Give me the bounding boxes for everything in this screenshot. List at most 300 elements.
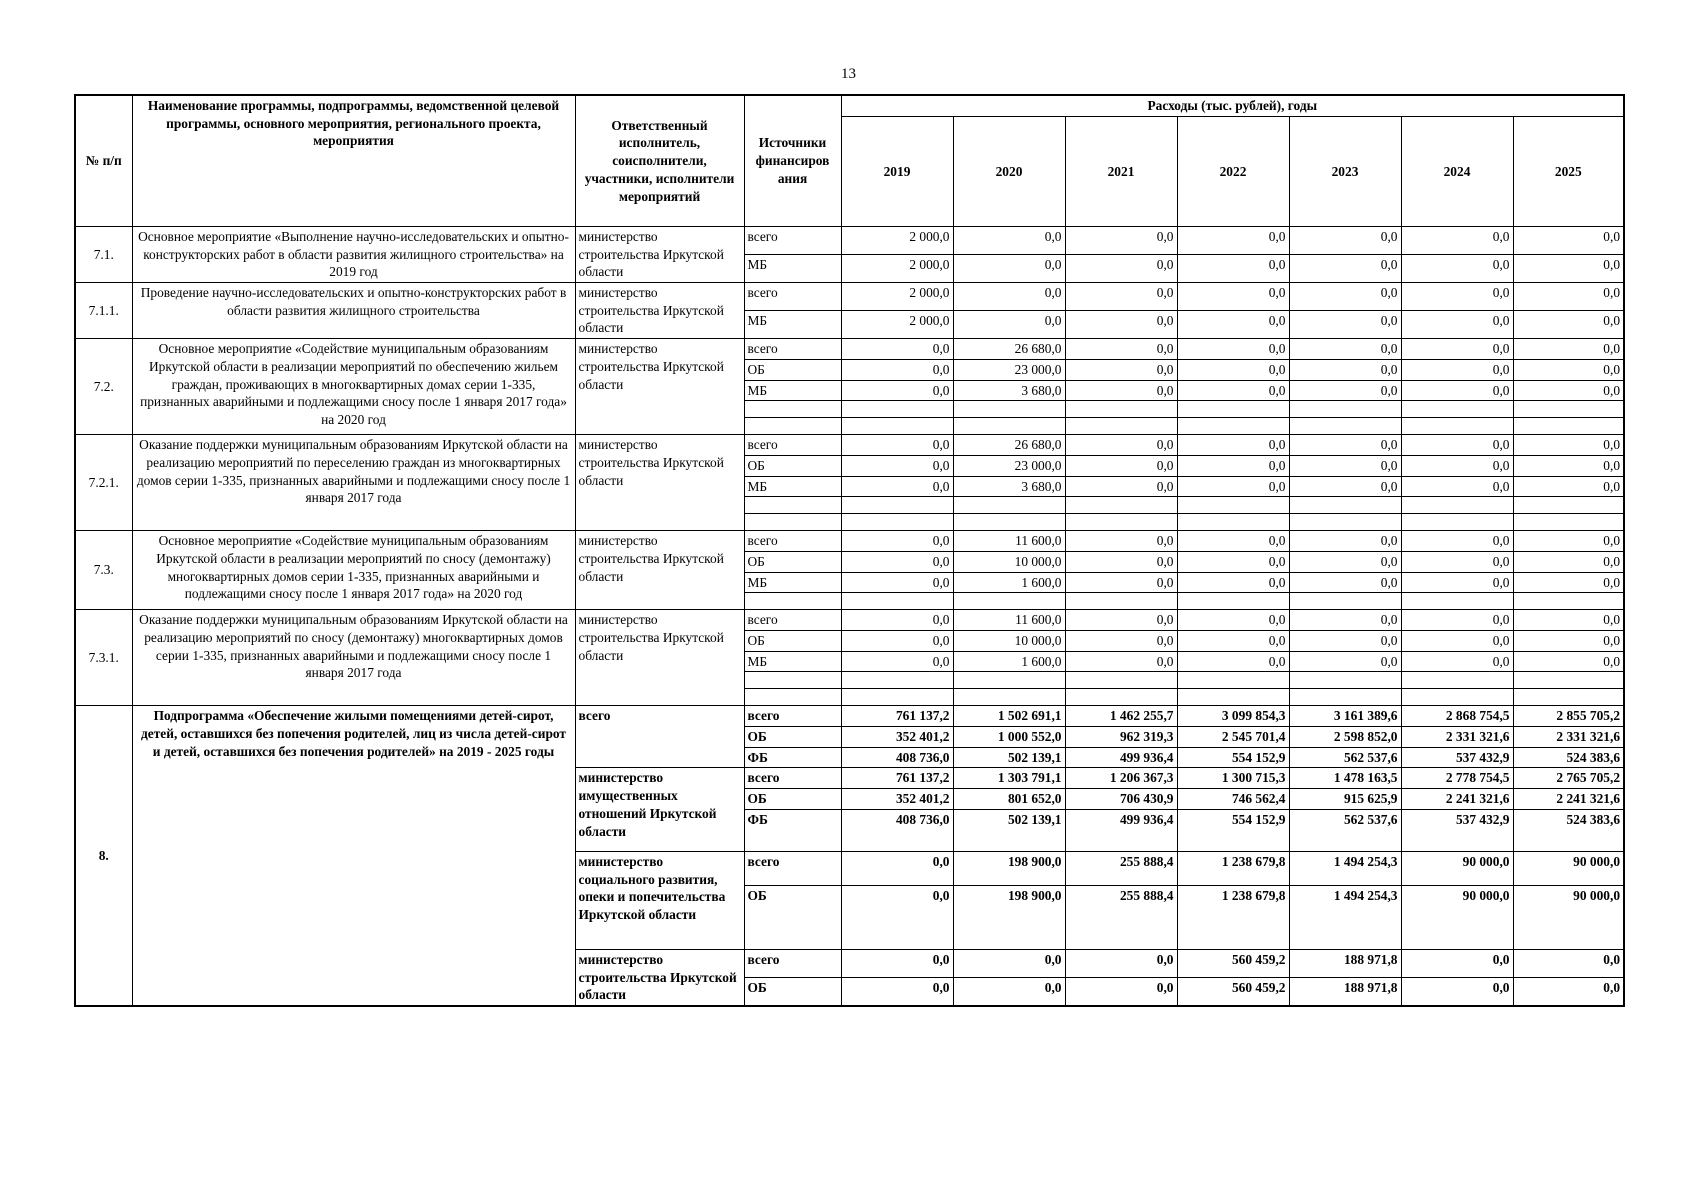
spacer-cell <box>1065 514 1177 531</box>
spacer-cell <box>1401 672 1513 689</box>
row-value: 0,0 <box>1065 455 1177 476</box>
spacer-cell <box>1401 401 1513 418</box>
row-value: 554 152,9 <box>1177 747 1289 768</box>
row-value: 26 680,0 <box>953 339 1065 360</box>
page-number: 13 <box>841 66 856 82</box>
row-value: 0,0 <box>1401 283 1513 311</box>
row-value: 0,0 <box>841 455 953 476</box>
row-value: 0,0 <box>1401 359 1513 380</box>
table-row <box>75 227 1624 255</box>
row-value: 1 600,0 <box>953 651 1065 672</box>
row-value: 0,0 <box>1065 380 1177 401</box>
row-value: 0,0 <box>1065 255 1177 283</box>
row-source: ОБ <box>744 789 841 810</box>
row-value: 255 888,4 <box>1065 885 1177 949</box>
spacer-cell <box>1289 514 1401 531</box>
spacer-cell <box>744 497 841 514</box>
spacer-cell <box>1289 497 1401 514</box>
row-executor: министерство строительства Иркутской области <box>575 227 744 283</box>
row-value: 10 000,0 <box>953 631 1065 652</box>
row-value: 1 462 255,7 <box>1065 706 1177 727</box>
row-value: 0,0 <box>1513 531 1624 552</box>
row-value: 0,0 <box>841 359 953 380</box>
header-expenses: Расходы (тыс. рублей), годы <box>841 95 1624 117</box>
row-value: 2 000,0 <box>841 311 953 339</box>
row-value: 0,0 <box>1177 631 1289 652</box>
row-value: 188 971,8 <box>1289 949 1401 977</box>
row-value: 2 000,0 <box>841 227 953 255</box>
row-value: 2 545 701,4 <box>1177 727 1289 748</box>
spacer-cell <box>1177 689 1289 706</box>
row-source: ОБ <box>744 727 841 748</box>
header-source: Источники финансиров ания <box>744 95 841 227</box>
row-value: 1 238 679,8 <box>1177 851 1289 885</box>
row-value: 1 478 163,5 <box>1289 768 1401 789</box>
header-year: 2023 <box>1289 117 1401 227</box>
row-value: 0,0 <box>1065 610 1177 631</box>
table-row <box>75 531 1624 552</box>
row-value: 0,0 <box>1513 255 1624 283</box>
row-value: 0,0 <box>841 380 953 401</box>
row-value: 0,0 <box>1513 311 1624 339</box>
row-value: 746 562,4 <box>1177 789 1289 810</box>
row-value: 1 206 367,3 <box>1065 768 1177 789</box>
row-source: МБ <box>744 380 841 401</box>
row-value: 0,0 <box>1065 531 1177 552</box>
row-value: 0,0 <box>841 551 953 572</box>
row-value: 0,0 <box>1065 651 1177 672</box>
row-value: 352 401,2 <box>841 727 953 748</box>
row-value: 0,0 <box>1065 631 1177 652</box>
row-value: 0,0 <box>841 572 953 593</box>
row-number: 7.3. <box>75 531 132 610</box>
row-value: 2 778 754,5 <box>1401 768 1513 789</box>
row-source: ФБ <box>744 809 841 851</box>
row-value: 0,0 <box>1289 339 1401 360</box>
header-year: 2024 <box>1401 117 1513 227</box>
row-value: 0,0 <box>841 885 953 949</box>
row-value: 537 432,9 <box>1401 747 1513 768</box>
row-value: 0,0 <box>1065 949 1177 977</box>
row-value: 0,0 <box>1513 949 1624 977</box>
row-value: 0,0 <box>1513 977 1624 1006</box>
row-value: 11 600,0 <box>953 531 1065 552</box>
row-value: 554 152,9 <box>1177 809 1289 851</box>
row-value: 0,0 <box>953 949 1065 977</box>
row-value: 10 000,0 <box>953 551 1065 572</box>
row-value: 90 000,0 <box>1513 851 1624 885</box>
row-value: 2 855 705,2 <box>1513 706 1624 727</box>
row-value: 0,0 <box>1513 227 1624 255</box>
row-source: МБ <box>744 651 841 672</box>
spacer-cell <box>1177 514 1289 531</box>
table-body <box>75 227 1624 1006</box>
spacer-cell <box>1401 514 1513 531</box>
row-value: 0,0 <box>1513 610 1624 631</box>
row-value: 3 161 389,6 <box>1289 706 1401 727</box>
row-value: 0,0 <box>1289 551 1401 572</box>
spacer-cell <box>953 497 1065 514</box>
row-value: 90 000,0 <box>1401 885 1513 949</box>
section-executor: министерство строительства Иркутской области <box>575 949 744 1006</box>
spacer-cell <box>1065 401 1177 418</box>
row-value: 0,0 <box>1065 551 1177 572</box>
row-value: 0,0 <box>1177 380 1289 401</box>
spacer-cell <box>841 514 953 531</box>
row-value: 0,0 <box>1401 227 1513 255</box>
row-value: 0,0 <box>1289 435 1401 456</box>
spacer-cell <box>744 689 841 706</box>
spacer-cell <box>953 418 1065 435</box>
spacer-cell <box>1177 497 1289 514</box>
row-value: 1 600,0 <box>953 572 1065 593</box>
spacer-cell <box>1401 593 1513 610</box>
row-value: 0,0 <box>1289 476 1401 497</box>
row-source: всего <box>744 851 841 885</box>
row-value: 0,0 <box>1513 380 1624 401</box>
row-value: 0,0 <box>1177 572 1289 593</box>
spacer-cell <box>1513 401 1624 418</box>
row-value: 0,0 <box>841 631 953 652</box>
row-value: 352 401,2 <box>841 789 953 810</box>
row-value: 23 000,0 <box>953 359 1065 380</box>
row-value: 0,0 <box>1065 359 1177 380</box>
row-value: 0,0 <box>953 311 1065 339</box>
row-source: ФБ <box>744 747 841 768</box>
section-executor: министерство имущественных отношений Иркутской области <box>575 768 744 851</box>
spacer-cell <box>953 672 1065 689</box>
row-source: всего <box>744 339 841 360</box>
row-name: Основное мероприятие «Выполнение научно-исследовательских и опытно-конструкторских работ в области развития жилищного строительства» на 2019 год <box>132 227 575 283</box>
row-source: ОБ <box>744 359 841 380</box>
row-value: 0,0 <box>1401 531 1513 552</box>
section-executor: министерство социального развития, опеки и попечительства Иркутской области <box>575 851 744 949</box>
header-year: 2022 <box>1177 117 1289 227</box>
spacer-cell <box>1177 672 1289 689</box>
row-value: 0,0 <box>1401 380 1513 401</box>
row-source: всего <box>744 531 841 552</box>
row-value: 0,0 <box>1513 435 1624 456</box>
spacer-cell <box>744 418 841 435</box>
row-value: 0,0 <box>1401 435 1513 456</box>
budget-table <box>74 94 1625 1007</box>
spacer-cell <box>1065 593 1177 610</box>
row-value: 0,0 <box>1177 311 1289 339</box>
spacer-cell <box>841 497 953 514</box>
row-value: 0,0 <box>1401 455 1513 476</box>
row-value: 90 000,0 <box>1401 851 1513 885</box>
row-value: 0,0 <box>1065 977 1177 1006</box>
row-value: 90 000,0 <box>1513 885 1624 949</box>
row-value: 0,0 <box>1177 435 1289 456</box>
spacer-cell <box>1513 593 1624 610</box>
row-value: 0,0 <box>1065 227 1177 255</box>
row-value: 0,0 <box>1289 651 1401 672</box>
row-value: 0,0 <box>1065 476 1177 497</box>
row-name: Оказание поддержки муниципальным образованиям Иркутской области на реализацию мероприятий по сносу (демонтажу) многоквартирных домов серии 1-335, признанных аварийными и подлежащими сносу после 1 января 2017 года <box>132 610 575 706</box>
row-source: МБ <box>744 476 841 497</box>
row-value: 0,0 <box>1289 455 1401 476</box>
row-value: 801 652,0 <box>953 789 1065 810</box>
row-value: 188 971,8 <box>1289 977 1401 1006</box>
row-value: 0,0 <box>1401 551 1513 572</box>
row-value: 0,0 <box>1401 572 1513 593</box>
row-value: 0,0 <box>1401 311 1513 339</box>
header-num: № п/п <box>75 95 132 227</box>
spacer-cell <box>1065 689 1177 706</box>
row-value: 0,0 <box>953 283 1065 311</box>
spacer-cell <box>1513 689 1624 706</box>
row-value: 0,0 <box>841 531 953 552</box>
spacer-cell <box>953 689 1065 706</box>
row-value: 0,0 <box>1513 551 1624 572</box>
row-value: 0,0 <box>1401 651 1513 672</box>
row-value: 0,0 <box>841 339 953 360</box>
row-value: 2 598 852,0 <box>1289 727 1401 748</box>
row-executor: министерство строительства Иркутской области <box>575 435 744 531</box>
row-value: 0,0 <box>1513 631 1624 652</box>
row-source: МБ <box>744 572 841 593</box>
row-value: 0,0 <box>1065 339 1177 360</box>
row-value: 0,0 <box>1177 359 1289 380</box>
row-value: 1 303 791,1 <box>953 768 1065 789</box>
table-row <box>75 610 1624 631</box>
row-executor: министерство строительства Иркутской области <box>575 283 744 339</box>
row-source: ОБ <box>744 551 841 572</box>
row-value: 0,0 <box>841 435 953 456</box>
row-value: 560 459,2 <box>1177 949 1289 977</box>
row-source: всего <box>744 283 841 311</box>
row-value: 0,0 <box>1513 572 1624 593</box>
row-value: 0,0 <box>841 949 953 977</box>
spacer-cell <box>953 593 1065 610</box>
row-source: всего <box>744 768 841 789</box>
row-value: 0,0 <box>1401 476 1513 497</box>
row-value: 0,0 <box>1177 476 1289 497</box>
row-value: 562 537,6 <box>1289 809 1401 851</box>
row-value: 0,0 <box>1065 311 1177 339</box>
row-value: 1 000 552,0 <box>953 727 1065 748</box>
row-source: всего <box>744 610 841 631</box>
row-value: 761 137,2 <box>841 768 953 789</box>
spacer-cell <box>1289 401 1401 418</box>
row-value: 0,0 <box>1177 283 1289 311</box>
row-value: 0,0 <box>1513 359 1624 380</box>
row-value: 560 459,2 <box>1177 977 1289 1006</box>
spacer-cell <box>1289 689 1401 706</box>
row-name: Оказание поддержки муниципальным образованиям Иркутской области на реализацию мероприятий по переселению граждан из многоквартирных домов серии 1-335, признанных аварийными и подлежащими сносу после 1 января 2017 года <box>132 435 575 531</box>
row-value: 0,0 <box>1177 227 1289 255</box>
header-year: 2019 <box>841 117 953 227</box>
row-value: 0,0 <box>1289 359 1401 380</box>
row-name: Основное мероприятие «Содействие муниципальным образованиям Иркутской области в реализации мероприятий по обеспечению жильем граждан, проживающих в многоквартирных домах серии 1-335, признанных аварийными и подлежащими сносу после 1 января 2017 года» на 2020 год <box>132 339 575 435</box>
spacer-cell <box>841 689 953 706</box>
row-value: 2 331 321,6 <box>1401 727 1513 748</box>
row-value: 1 502 691,1 <box>953 706 1065 727</box>
row-value: 0,0 <box>1177 255 1289 283</box>
row-value: 499 936,4 <box>1065 747 1177 768</box>
section-number: 8. <box>75 706 132 1006</box>
row-value: 0,0 <box>1513 339 1624 360</box>
spacer-cell <box>841 593 953 610</box>
row-value: 0,0 <box>953 255 1065 283</box>
row-value: 1 238 679,8 <box>1177 885 1289 949</box>
spacer-cell <box>1289 672 1401 689</box>
spacer-cell <box>1065 672 1177 689</box>
row-value: 2 000,0 <box>841 255 953 283</box>
row-value: 706 430,9 <box>1065 789 1177 810</box>
row-value: 0,0 <box>1289 311 1401 339</box>
row-executor: министерство строительства Иркутской области <box>575 610 744 706</box>
row-value: 0,0 <box>1177 531 1289 552</box>
row-value: 0,0 <box>1513 455 1624 476</box>
row-value: 255 888,4 <box>1065 851 1177 885</box>
row-value: 198 900,0 <box>953 885 1065 949</box>
row-value: 0,0 <box>1401 977 1513 1006</box>
spacer-cell <box>1065 418 1177 435</box>
spacer-cell <box>1177 593 1289 610</box>
row-value: 0,0 <box>1177 455 1289 476</box>
row-value: 0,0 <box>1513 476 1624 497</box>
table-row <box>75 435 1624 456</box>
row-value: 962 319,3 <box>1065 727 1177 748</box>
spacer-cell <box>744 401 841 418</box>
spacer-cell <box>744 672 841 689</box>
row-value: 0,0 <box>1177 651 1289 672</box>
spacer-cell <box>1065 497 1177 514</box>
row-value: 0,0 <box>1401 631 1513 652</box>
row-source: всего <box>744 227 841 255</box>
row-value: 0,0 <box>841 977 953 1006</box>
row-value: 3 680,0 <box>953 476 1065 497</box>
section-executor: всего <box>575 706 744 768</box>
row-value: 0,0 <box>1289 283 1401 311</box>
row-number: 7.2. <box>75 339 132 435</box>
spacer-cell <box>1513 418 1624 435</box>
row-value: 11 600,0 <box>953 610 1065 631</box>
row-source: ОБ <box>744 977 841 1006</box>
spacer-cell <box>744 593 841 610</box>
row-value: 0,0 <box>1065 572 1177 593</box>
spacer-cell <box>1401 497 1513 514</box>
spacer-cell <box>1177 418 1289 435</box>
row-value: 502 139,1 <box>953 809 1065 851</box>
row-value: 2 868 754,5 <box>1401 706 1513 727</box>
spacer-cell <box>841 401 953 418</box>
row-value: 0,0 <box>1177 551 1289 572</box>
row-value: 0,0 <box>1065 435 1177 456</box>
row-value: 0,0 <box>841 610 953 631</box>
row-value: 562 537,6 <box>1289 747 1401 768</box>
row-value: 524 383,6 <box>1513 747 1624 768</box>
row-value: 0,0 <box>1513 283 1624 311</box>
row-value: 2 241 321,6 <box>1513 789 1624 810</box>
row-source: всего <box>744 949 841 977</box>
row-value: 502 139,1 <box>953 747 1065 768</box>
header-year: 2021 <box>1065 117 1177 227</box>
row-number: 7.1.1. <box>75 283 132 339</box>
row-number: 7.3.1. <box>75 610 132 706</box>
row-source: всего <box>744 706 841 727</box>
spacer-cell <box>953 514 1065 531</box>
row-source: МБ <box>744 311 841 339</box>
spacer-cell <box>953 401 1065 418</box>
table-row <box>75 339 1624 360</box>
row-value: 0,0 <box>1289 380 1401 401</box>
row-value: 0,0 <box>1513 651 1624 672</box>
row-value: 0,0 <box>1177 339 1289 360</box>
row-value: 2 000,0 <box>841 283 953 311</box>
spacer-cell <box>841 672 953 689</box>
table-row <box>75 706 1624 727</box>
row-source: МБ <box>744 255 841 283</box>
row-value: 524 383,6 <box>1513 809 1624 851</box>
header-year: 2020 <box>953 117 1065 227</box>
row-value: 0,0 <box>1289 255 1401 283</box>
row-value: 2 331 321,6 <box>1513 727 1624 748</box>
row-value: 0,0 <box>1401 255 1513 283</box>
row-value: 1 494 254,3 <box>1289 851 1401 885</box>
row-value: 23 000,0 <box>953 455 1065 476</box>
row-value: 408 736,0 <box>841 747 953 768</box>
row-value: 0,0 <box>1289 531 1401 552</box>
row-value: 408 736,0 <box>841 809 953 851</box>
row-value: 198 900,0 <box>953 851 1065 885</box>
row-source: ОБ <box>744 885 841 949</box>
header-year: 2025 <box>1513 117 1624 227</box>
header-exec: Ответственный исполнитель, соисполнители, участники, исполнители мероприятий <box>575 95 744 227</box>
row-value: 0,0 <box>841 651 953 672</box>
row-value: 0,0 <box>1289 572 1401 593</box>
row-value: 0,0 <box>1401 949 1513 977</box>
row-source: ОБ <box>744 631 841 652</box>
row-value: 2 765 705,2 <box>1513 768 1624 789</box>
row-source: всего <box>744 435 841 456</box>
header-name: Наименование программы, подпрограммы, ведомственной целевой программы, основного мероприятия, регионального проекта, мероприятия <box>132 95 575 227</box>
table-row <box>75 283 1624 311</box>
row-value: 1 494 254,3 <box>1289 885 1401 949</box>
row-value: 0,0 <box>1401 339 1513 360</box>
row-value: 26 680,0 <box>953 435 1065 456</box>
row-value: 915 625,9 <box>1289 789 1401 810</box>
row-executor: министерство строительства Иркутской области <box>575 531 744 610</box>
spacer-cell <box>1513 497 1624 514</box>
row-number: 7.1. <box>75 227 132 283</box>
spacer-cell <box>744 514 841 531</box>
row-value: 0,0 <box>1289 610 1401 631</box>
row-value: 0,0 <box>953 977 1065 1006</box>
row-name: Основное мероприятие «Содействие муниципальным образованиям Иркутской области в реализации мероприятий по сносу (демонтажу) многоквартирных домов серии 1-335, признанных аварийными и подлежащими сносу после 1 января 2017 года» на 2020 год <box>132 531 575 610</box>
row-value: 0,0 <box>1289 631 1401 652</box>
row-value: 1 300 715,3 <box>1177 768 1289 789</box>
row-number: 7.2.1. <box>75 435 132 531</box>
row-value: 0,0 <box>841 476 953 497</box>
spacer-cell <box>1513 672 1624 689</box>
row-executor: министерство строительства Иркутской области <box>575 339 744 435</box>
spacer-cell <box>1289 418 1401 435</box>
row-value: 499 936,4 <box>1065 809 1177 851</box>
spacer-cell <box>841 418 953 435</box>
row-value: 0,0 <box>1177 610 1289 631</box>
row-value: 3 099 854,3 <box>1177 706 1289 727</box>
row-name: Проведение научно-исследовательских и опытно-конструкторских работ в области развития жилищного строительства <box>132 283 575 339</box>
section-name: Подпрограмма «Обеспечение жилыми помещениями детей-сирот, детей, оставшихся без попечения родителей, лиц из числа детей-сирот и детей, оставшихся без попечения родителей» на 2019 - 2025 годы <box>132 706 575 1006</box>
row-source: ОБ <box>744 455 841 476</box>
row-value: 0,0 <box>1401 610 1513 631</box>
spacer-cell <box>1177 401 1289 418</box>
row-value: 761 137,2 <box>841 706 953 727</box>
spacer-cell <box>1401 689 1513 706</box>
